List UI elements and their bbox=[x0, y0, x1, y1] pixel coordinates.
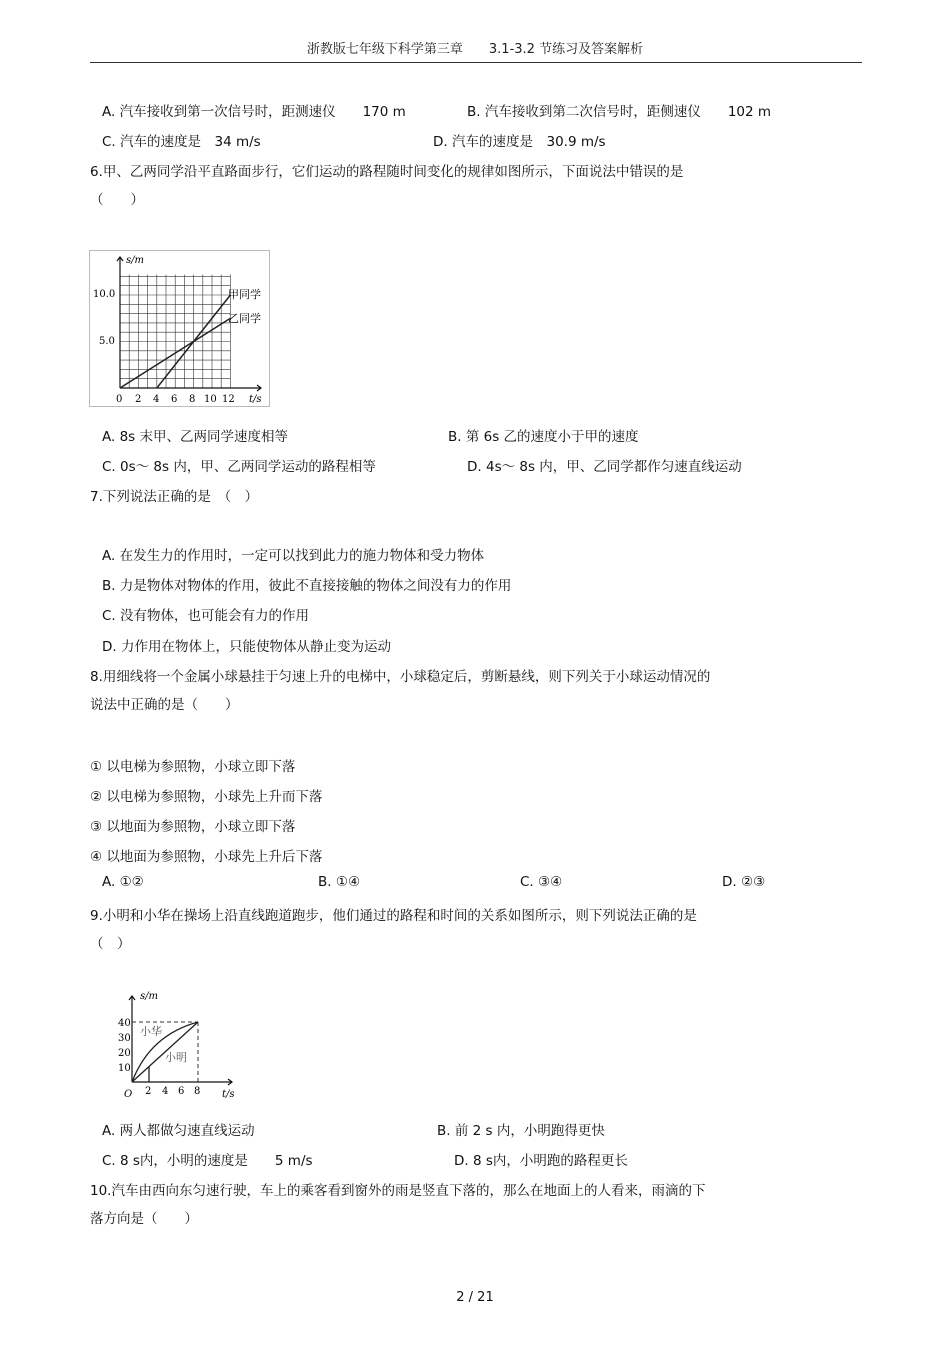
q9-series-label-xiaohua: 小华 bbox=[140, 1025, 162, 1038]
q10-stem-line2: 落方向是（ ） bbox=[90, 1211, 198, 1227]
q8-statement-1: ① 以电梯为参照物，小球立即下落 bbox=[90, 759, 296, 775]
q9-x-tick-4: 4 bbox=[162, 1086, 169, 1097]
q6-x-tick-4: 4 bbox=[153, 394, 160, 405]
q6-distance-time-graph bbox=[89, 250, 274, 410]
q6-graph-frame bbox=[90, 251, 270, 407]
q9-y-tick-10: 10 bbox=[118, 1063, 131, 1074]
q9-series-label-xiaoming: 小明 bbox=[165, 1051, 187, 1064]
q9-origin-label: O bbox=[124, 1089, 133, 1100]
q9-stem-line1: 9.小明和小华在操场上沿直线跑道跑步，他们通过的路程和时间的关系如图所示，则下列说法正确的是 bbox=[90, 908, 697, 924]
q9-y-tick-20: 20 bbox=[118, 1048, 131, 1059]
q6-stem-line2: （ ） bbox=[90, 192, 144, 208]
q7-stem: 7.下列说法正确的是 （ ） bbox=[90, 489, 259, 505]
q9-y-tick-40: 40 bbox=[118, 1018, 131, 1029]
q8-stem-line2: 说法中正确的是（ ） bbox=[90, 697, 239, 713]
q8-statement-3: ③ 以地面为参照物，小球立即下落 bbox=[90, 819, 296, 835]
q9-option-c: C. 8 s内，小明的速度是 5 m/s bbox=[102, 1153, 313, 1169]
q6-option-c: C. 0s～ 8s 内，甲、乙两同学运动的路程相等 bbox=[102, 459, 376, 475]
q6-x-tick-12: 12 bbox=[222, 394, 235, 405]
q6-stem-line1: 6.甲、乙两同学沿平直路面步行，它们运动的路程随时间变化的规律如图所示，下面说法中错误的是 bbox=[90, 164, 684, 180]
q8-option-b: B. ①④ bbox=[318, 874, 361, 890]
q9-stem-line2: （ ） bbox=[90, 936, 131, 952]
q6-series-label-yi: 乙同学 bbox=[228, 312, 261, 325]
q9-distance-time-graph bbox=[110, 990, 245, 1102]
q8-statement-4: ④ 以地面为参照物，小球先上升后下落 bbox=[90, 849, 323, 865]
q8-option-c: C. ③④ bbox=[520, 874, 563, 890]
q9-x-axis-label: t/s bbox=[222, 1089, 235, 1100]
page-header-title: 浙教版七年级下科学第三章 3.1-3.2 节练习及答案解析 bbox=[306, 42, 644, 57]
q8-option-d: D. ②③ bbox=[722, 874, 766, 890]
q7-option-b: B. 力是物体对物体的作用，彼此不直接接触的物体之间没有力的作用 bbox=[102, 578, 512, 594]
header-divider bbox=[90, 62, 862, 63]
q8-option-a: A. ①② bbox=[102, 874, 144, 890]
page-number: 2 / 21 bbox=[456, 1290, 494, 1305]
q8-stem-line1: 8.用细线将一个金属小球悬挂于匀速上升的电梯中，小球稳定后，剪断悬线，则下列关于小球运动情况的 bbox=[90, 669, 711, 685]
q9-x-tick-8: 8 bbox=[194, 1086, 201, 1097]
q6-x-tick-2: 2 bbox=[135, 394, 142, 405]
q7-option-c: C. 没有物体，也可能会有力的作用 bbox=[102, 608, 310, 624]
q6-x-tick-8: 8 bbox=[189, 394, 196, 405]
q8-statement-2: ② 以电梯为参照物，小球先上升而下落 bbox=[90, 789, 323, 805]
q6-y-tick-10: 10.0 bbox=[93, 289, 116, 300]
q6-option-a: A. 8s 末甲、乙两同学速度相等 bbox=[102, 429, 288, 445]
q6-option-b: B. 第 6s 乙的速度小于甲的速度 bbox=[448, 429, 639, 445]
q6-series-label-jia: 甲同学 bbox=[228, 288, 261, 301]
q10-stem-line1: 10.汽车由西向东匀速行驶，车上的乘客看到窗外的雨是竖直下落的，那么在地面上的人看来，雨滴的下 bbox=[90, 1183, 706, 1199]
q6-y-tick-5: 5.0 bbox=[99, 336, 115, 347]
q9-x-tick-6: 6 bbox=[178, 1086, 185, 1097]
q5-option-c: C. 汽车的速度是 34 m/s bbox=[102, 134, 261, 150]
q7-option-a: A. 在发生力的作用时，一定可以找到此力的施力物体和受力物体 bbox=[102, 548, 485, 564]
q9-option-a: A. 两人都做匀速直线运动 bbox=[102, 1123, 255, 1139]
q6-x-tick-6: 6 bbox=[171, 394, 178, 405]
q5-option-a: A. 汽车接收到第一次信号时，距测速仪 170 m bbox=[102, 104, 406, 120]
q5-option-d: D. 汽车的速度是 30.9 m/s bbox=[433, 134, 606, 150]
q6-y-axis-label: s/m bbox=[126, 255, 144, 266]
q9-x-tick-2: 2 bbox=[145, 1086, 152, 1097]
q5-option-b: B. 汽车接收到第二次信号时，距侧速仪 102 m bbox=[467, 104, 772, 120]
q9-y-axis-label: s/m bbox=[140, 991, 158, 1002]
q9-option-b: B. 前 2 s 内，小明跑得更快 bbox=[437, 1123, 605, 1139]
q9-option-d: D. 8 s内，小明跑的路程更长 bbox=[454, 1153, 628, 1169]
q6-option-d: D. 4s～ 8s 内，甲、乙同学都作匀速直线运动 bbox=[467, 459, 742, 475]
q9-y-tick-30: 30 bbox=[118, 1033, 131, 1044]
q6-x-tick-10: 10 bbox=[204, 394, 217, 405]
q7-option-d: D. 力作用在物体上，只能使物体从静止变为运动 bbox=[102, 639, 391, 655]
q6-x-tick-0: 0 bbox=[116, 394, 123, 405]
q6-graph-grid bbox=[120, 275, 230, 388]
q6-x-axis-label: t/s bbox=[249, 394, 262, 405]
